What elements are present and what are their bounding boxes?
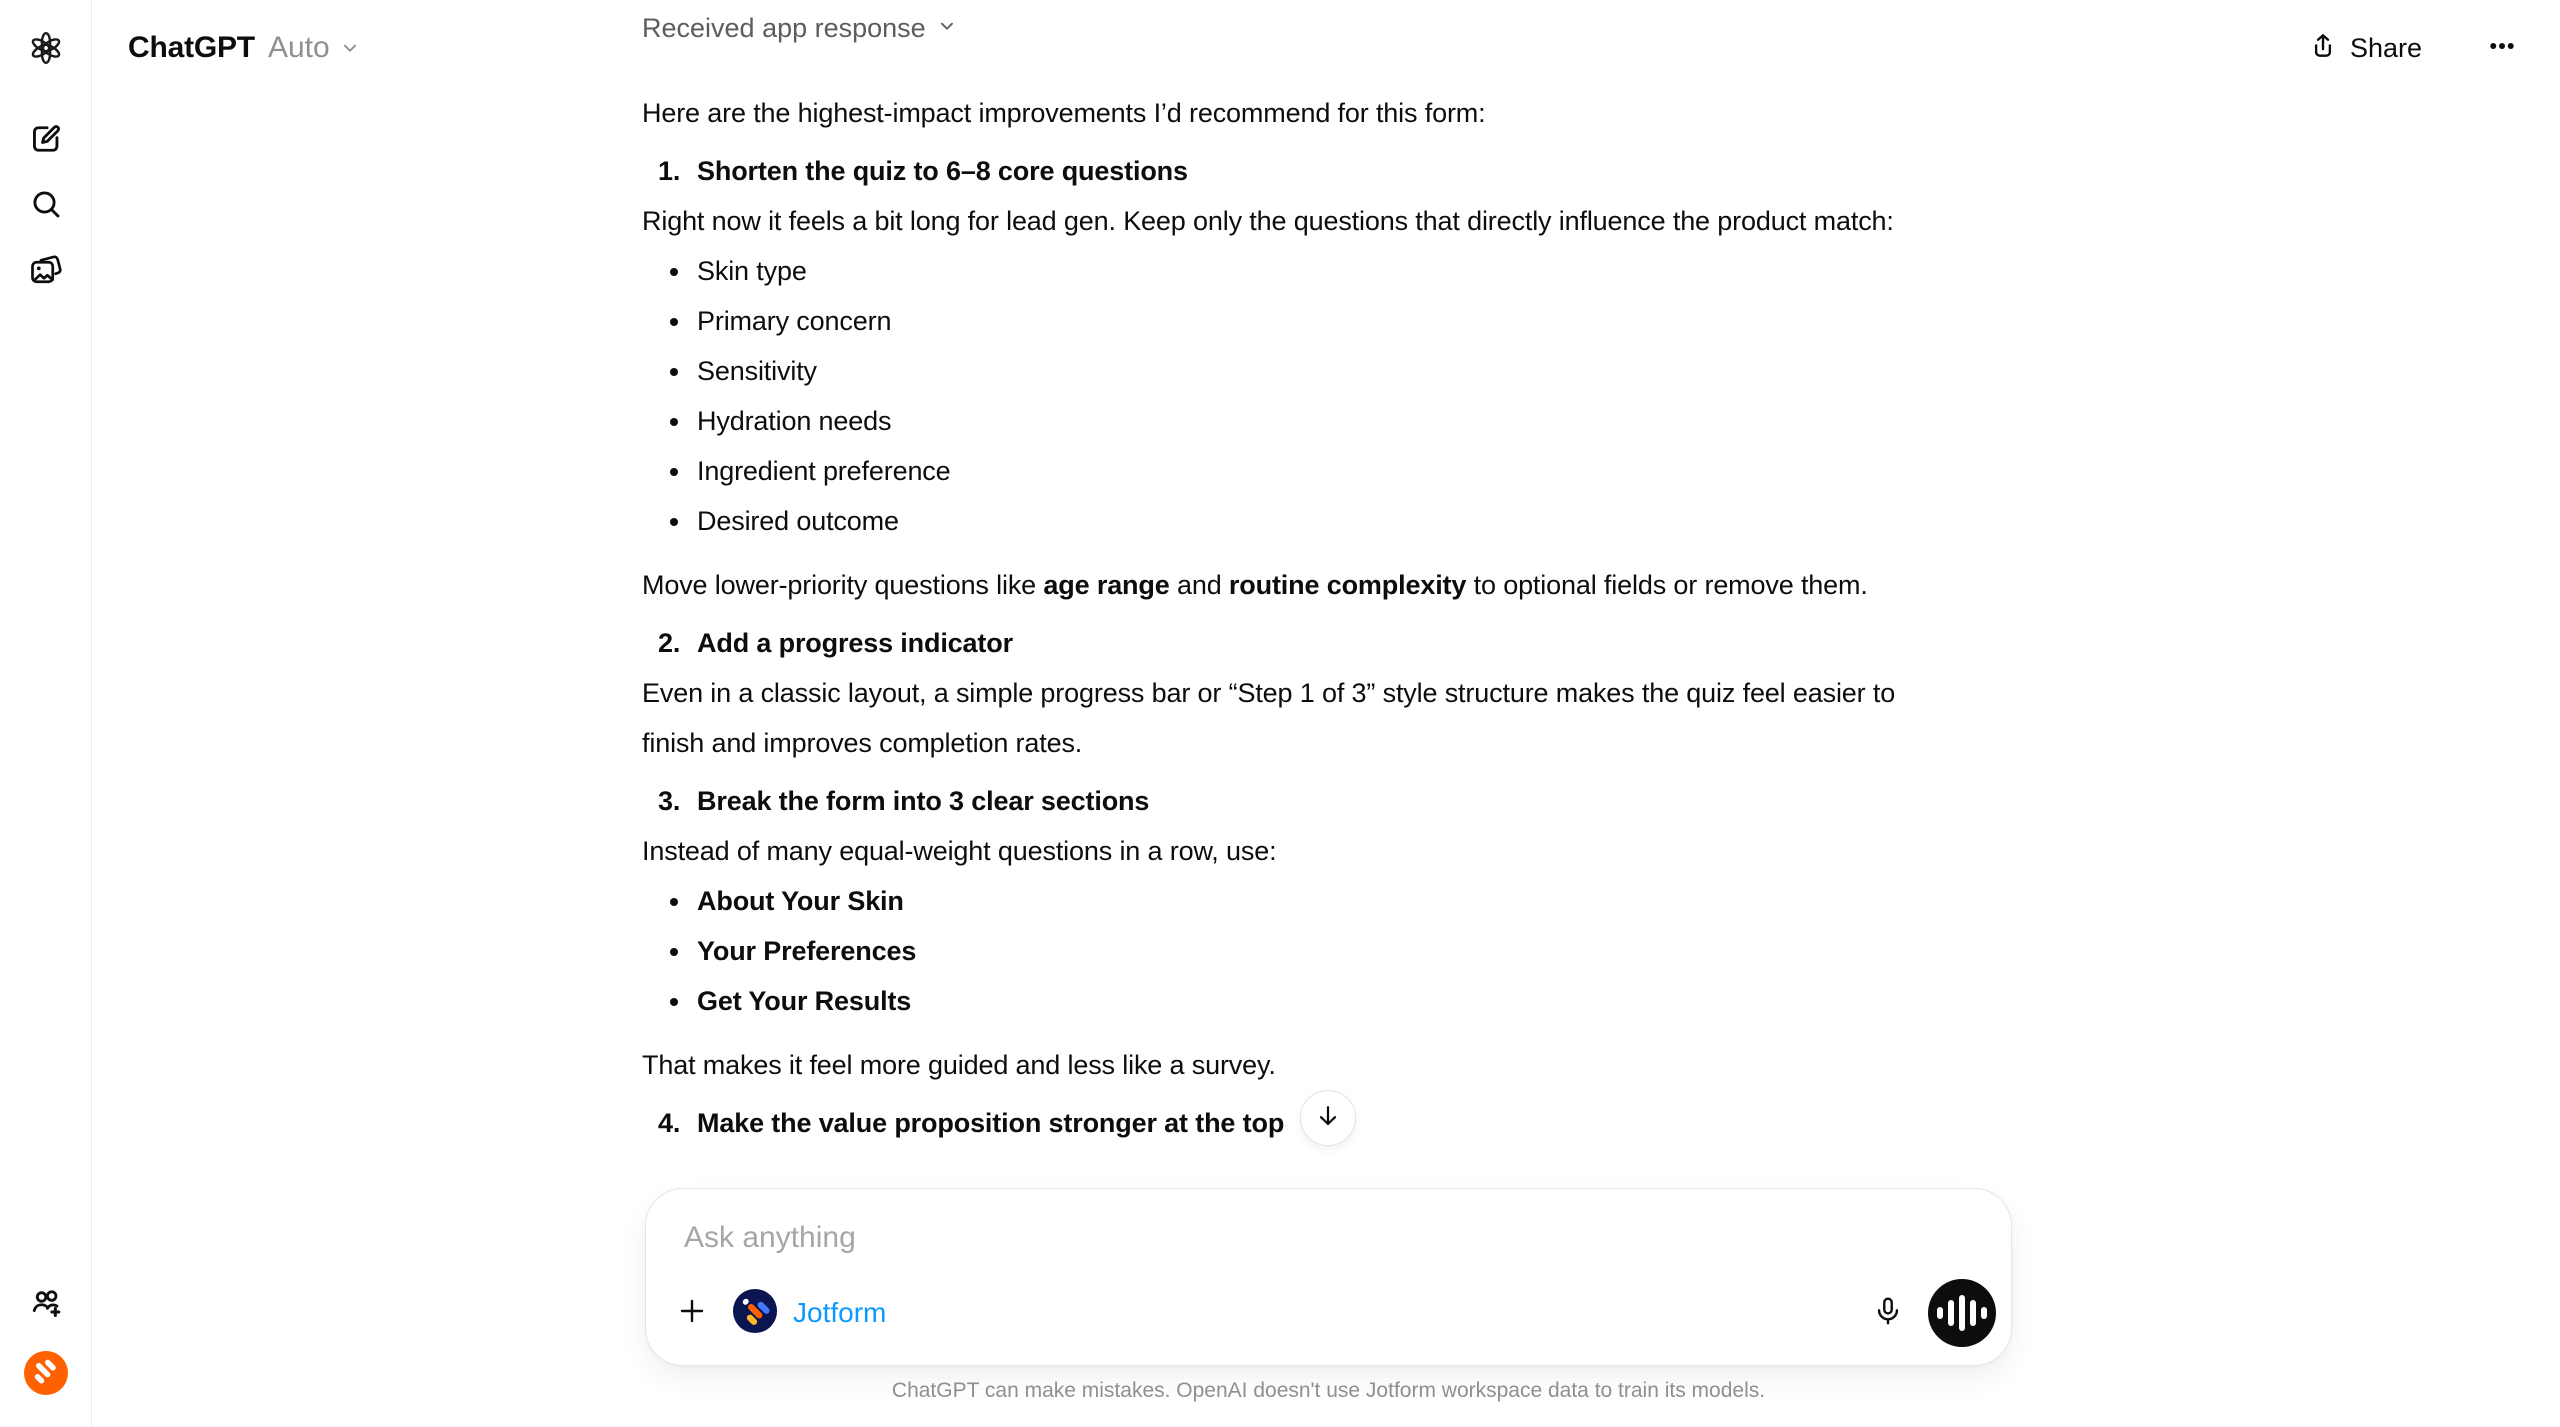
invite-members-icon[interactable] — [16, 1273, 76, 1333]
list-number: 2. — [658, 628, 681, 658]
bullet-marker-icon — [670, 268, 678, 276]
microphone-icon — [1872, 1295, 1904, 1332]
bullet-marker-icon — [670, 318, 678, 326]
list-item-3 — [642, 776, 1992, 826]
bullet-marker-icon — [670, 518, 678, 526]
bullet-text: Desired outcome — [697, 506, 899, 536]
top-bar — [92, 0, 2560, 96]
bullet-marker-icon — [670, 368, 678, 376]
message-input[interactable]: Ask anything — [684, 1221, 856, 1254]
share-icon — [2308, 31, 2338, 66]
arrow-down-icon — [1314, 1102, 1342, 1135]
bullet-item — [642, 296, 1992, 346]
openai-logo-icon[interactable] — [16, 18, 76, 78]
search-icon[interactable] — [16, 174, 76, 234]
list-title: Shorten the quiz to 6–8 core questions — [697, 156, 1188, 186]
bullet-item — [642, 976, 1992, 1026]
jotform-app-icon — [732, 1288, 778, 1339]
voice-bar-icon — [1981, 1307, 1987, 1319]
list-item-2-body: Even in a classic layout, a simple progress bar or “Step 1 of 3” style structure makes the quiz feel easier to finish and improves completion rates. — [642, 678, 1896, 758]
assistant-message — [642, 88, 1992, 1148]
bullet-marker-icon — [670, 948, 678, 956]
voice-bar-icon — [1937, 1307, 1943, 1319]
bullet-marker-icon — [670, 468, 678, 476]
header-actions — [2294, 0, 2528, 96]
voice-bar-icon — [1948, 1300, 1954, 1326]
list-title: Make the value proposition stronger at the top — [697, 1108, 1285, 1138]
library-icon[interactable] — [16, 239, 76, 299]
jotform-app-chip[interactable] — [732, 1288, 886, 1339]
bullet-text: Primary concern — [697, 306, 892, 336]
bullet-text: Skin type — [697, 256, 807, 286]
guided-paragraph: That makes it feel more guided and less like a survey. — [642, 1050, 1276, 1080]
intro-paragraph: Here are the highest-impact improvements I’d recommend for this form: — [642, 98, 1486, 128]
list-item-1 — [642, 146, 1992, 196]
voice-bar-icon — [1970, 1300, 1976, 1326]
voice-mode-button[interactable] — [1928, 1279, 1996, 1347]
dictate-button[interactable] — [1860, 1285, 1916, 1341]
workspace-avatar[interactable] — [16, 1343, 76, 1403]
bullet-text: Your Preferences — [697, 936, 917, 966]
move-paragraph: Move lower-priority questions like age range and routine complexity to optional fields or remove them. — [642, 570, 1868, 600]
attach-button[interactable] — [664, 1285, 720, 1341]
plus-icon — [676, 1295, 708, 1332]
bullet-item — [642, 876, 1992, 926]
more-options-icon — [2487, 31, 2517, 66]
bullet-marker-icon — [670, 418, 678, 426]
chevron-down-icon — [936, 13, 958, 44]
bullet-item — [642, 396, 1992, 446]
app-title: ChatGPT — [128, 31, 255, 64]
bullet-item — [642, 346, 1992, 396]
bullet-marker-icon — [670, 998, 678, 1006]
list-number: 3. — [658, 786, 681, 816]
share-button[interactable] — [2294, 21, 2436, 76]
list-item-1-body: Right now it feels a bit long for lead gen. Keep only the questions that directly influence the product match: — [642, 206, 1894, 236]
bullet-text: Hydration needs — [697, 406, 892, 436]
bullet-item — [642, 446, 1992, 496]
bullet-text: Sensitivity — [697, 356, 817, 386]
list-title: Add a progress indicator — [697, 628, 1013, 658]
model-switcher[interactable] — [128, 0, 361, 96]
list-item-2 — [642, 618, 1992, 668]
model-name: Auto — [267, 31, 330, 64]
bullet-text: About Your Skin — [697, 886, 904, 916]
scroll-to-bottom-button[interactable] — [1300, 1090, 1356, 1146]
voice-bar-icon — [1959, 1295, 1965, 1331]
app-response-label: Received app response — [642, 12, 926, 43]
chevron-down-icon — [339, 37, 361, 59]
bullet-text: Ingredient preference — [697, 456, 951, 486]
list-title: Break the form into 3 clear sections — [697, 786, 1150, 816]
more-options-button[interactable] — [2476, 22, 2528, 74]
new-chat-icon[interactable] — [16, 109, 76, 169]
bullet-item — [642, 246, 1992, 296]
list-number: 4. — [658, 1108, 681, 1138]
share-label: Share — [2349, 32, 2422, 63]
bullet-item — [642, 926, 1992, 976]
composer-toolbar — [664, 1279, 1996, 1347]
disclaimer: ChatGPT can make mistakes. OpenAI doesn't use Jotform workspace data to train its models. — [891, 1379, 1766, 1402]
bullet-marker-icon — [670, 898, 678, 906]
composer — [645, 1188, 2012, 1366]
list-number: 1. — [658, 156, 681, 186]
app-response-disclosure[interactable] — [642, 3, 958, 53]
jotform-app-label: Jotform — [793, 1297, 887, 1328]
bullet-text: Get Your Results — [697, 986, 912, 1016]
list-item-3-body: Instead of many equal-weight questions in a row, use: — [642, 836, 1277, 866]
bullet-item — [642, 496, 1992, 546]
sidebar — [0, 0, 92, 1427]
